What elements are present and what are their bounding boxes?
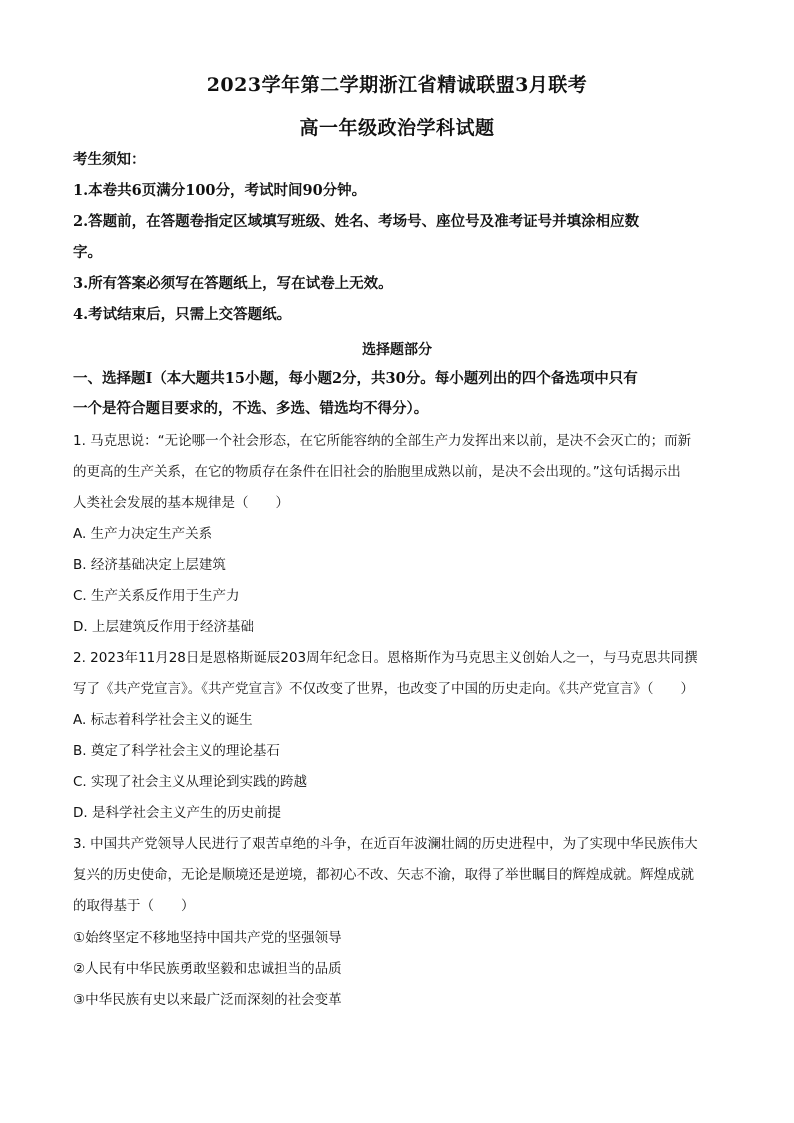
option-d: D. 上层建筑反作用于经济基础 [73, 619, 254, 635]
statement-item: ①始终坚定不移地坚持中国共产党的坚强领导 [73, 930, 342, 946]
option-d: D. 是科学社会主义产生的历史前提 [73, 805, 281, 821]
question-stem-line: 写了《共产党宣言》。《共产党宣言》不仅改变了世界，也改变了中国的历史走向。《共产党宣言》（ ） [73, 681, 694, 697]
option-c: C. 生产关系反作用于生产力 [73, 588, 240, 604]
exam-title: 2023学年第二学期浙江省精诚联盟3月联考 [206, 74, 588, 96]
option-c: C. 实现了社会主义从理论到实践的跨越 [73, 774, 308, 790]
option-b: B. 奠定了科学社会主义的理论基石 [73, 743, 280, 759]
question-stem-line: 的取得基于（ ） [73, 898, 195, 914]
notice-item: 字。 [73, 244, 102, 261]
section-title: 选择题部分 [362, 342, 432, 358]
notice-item: 4.考试结束后，只需上交答题纸。 [73, 306, 292, 323]
option-a: A. 标志着科学社会主义的诞生 [73, 712, 253, 728]
question-stem-line: 人类社会发展的基本规律是（ ） [73, 495, 289, 511]
notice-heading: 考生须知： [73, 151, 146, 168]
notice-item: 3.所有答案必须写在答题纸上，写在试卷上无效。 [73, 275, 393, 292]
section-instruction: 一个是符合题目要求的，不选、多选、错选均不得分）。 [73, 400, 429, 417]
question-stem-line: 的更高的生产关系，在它的物质存在条件在旧社会的胎胞里成熟以前，是决不会出现的。”这句话揭示出 [73, 464, 681, 480]
question-stem-line: 2. 2023年11月28日是恩格斯诞辰203周年纪念日。恩格斯作为马克思主义创始人之一，与马克思共同撰 [73, 650, 698, 666]
option-a: A. 生产力决定生产关系 [73, 526, 213, 542]
notice-item: 2.答题前，在答题卷指定区域填写班级、姓名、考场号、座位号及准考证号并填涂相应数 [73, 213, 640, 230]
notice-item: 1.本卷共6页满分100分，考试时间90分钟。 [73, 182, 367, 199]
section-instruction: 一、选择题Ⅰ（本大题共15小题，每小题2分，共30分。每小题列出的四个备选项中只有 [73, 370, 638, 387]
question-stem-line: 1. 马克思说：“无论哪一个社会形态，在它所能容纳的全部生产力发挥出来以前，是决不会灭亡的；而新 [73, 433, 692, 449]
statement-item: ②人民有中华民族勇敢坚毅和忠诚担当的品质 [73, 961, 342, 977]
question-stem-line: 复兴的历史使命，无论是顺境还是逆境，都初心不改、矢志不渝，取得了举世瞩目的辉煌成就。辉煌成就 [73, 867, 694, 883]
exam-subtitle: 高一年级政治学科试题 [299, 117, 495, 139]
option-b: B. 经济基础决定上层建筑 [73, 557, 226, 573]
statement-item: ③中华民族有史以来最广泛而深刻的社会变革 [73, 992, 342, 1008]
question-stem-line: 3. 中国共产党领导人民进行了艰苦卓绝的斗争，在近百年波澜壮阔的历史进程中，为了实现中华民族伟大 [73, 836, 698, 852]
